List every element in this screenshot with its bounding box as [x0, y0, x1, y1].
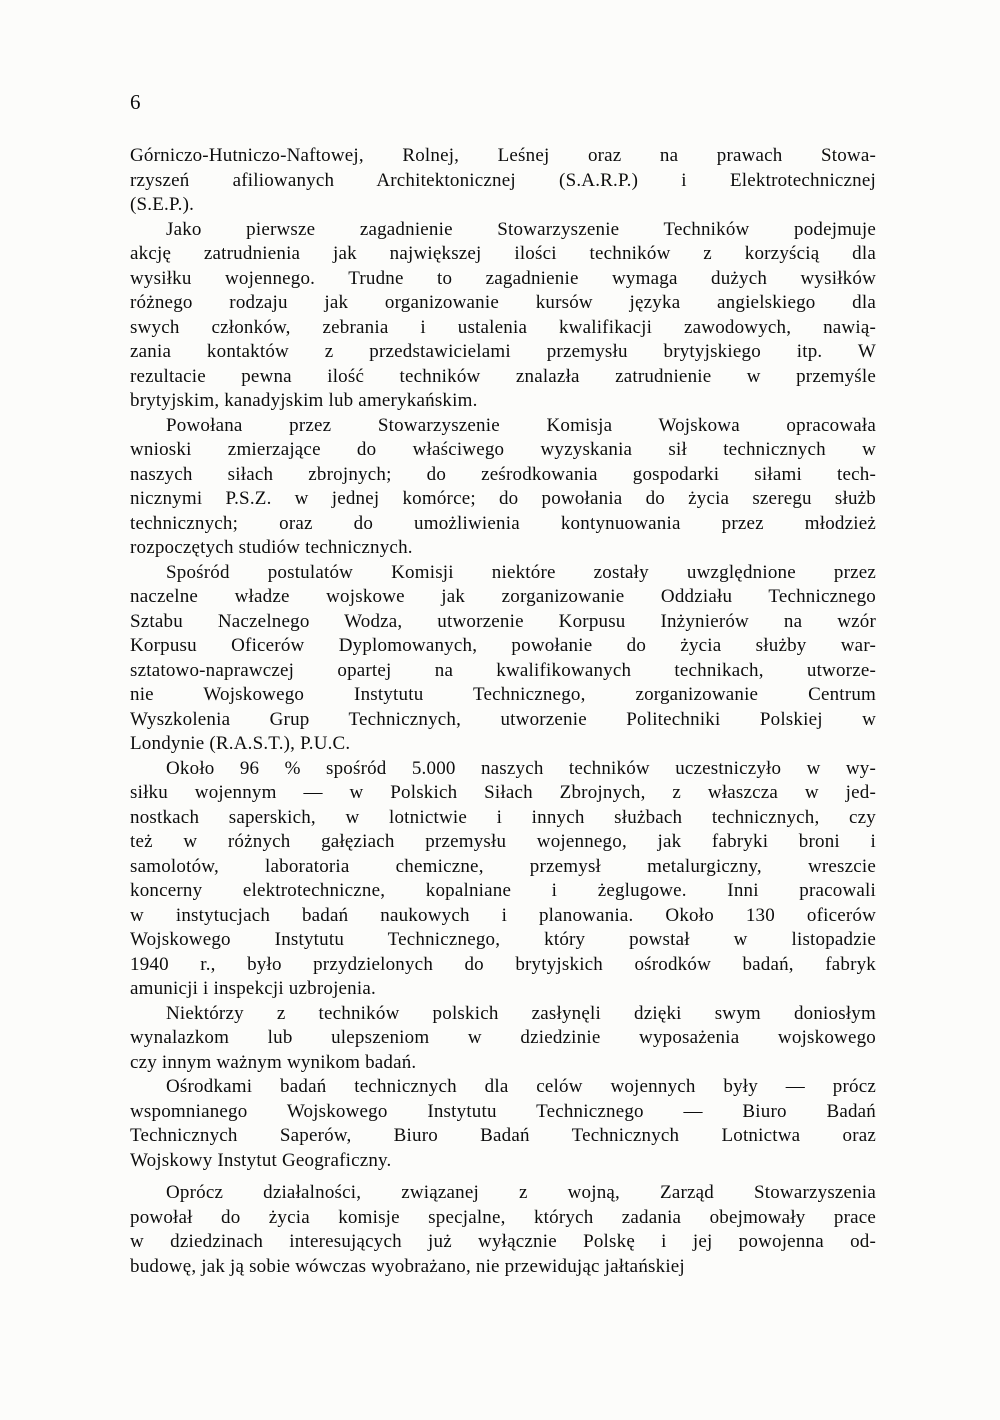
text-line: koncerny elektrotechniczne, kopalniane i żeglugowe. Inni pracowali [130, 880, 876, 901]
paragraph [130, 1181, 876, 1279]
text-line: wynalazkom lub ulepszeniom w dziedzinie wyposażenia wojskowego [130, 1027, 876, 1048]
text-line: powołał do życia komisje specjalne, których zadania obejmowały prace [130, 1206, 876, 1228]
text-line: Wojskowy Instytut Geograficzny. [130, 1149, 392, 1171]
text-line: rezultacie pewna ilość techników znalazła zatrudnienie w przemyśle [130, 365, 876, 387]
text-line: sztatowo-naprawczej opartej na kwalifikowanych technikach, utworze- [130, 659, 876, 681]
text-line: wnioski zmierzające do właściwego wyzyskania sił technicznych w [130, 439, 876, 460]
text-line: budowę, jak ją sobie wówczas wyobrażano, nie przewidując jałtańskiej [130, 1255, 685, 1277]
paragraph [130, 414, 876, 561]
text-line: swych członków, zebrania i ustalenia kwalifikacji zawodowych, nawią- [130, 316, 876, 338]
text-line: technicznych; oraz do umożliwienia kontynuowania przez młodzież [130, 512, 876, 534]
text-line: naczelne władze wojskowe jak zorganizowanie Oddziału Technicznego [130, 586, 876, 607]
text-line: (S.E.P.). [130, 194, 195, 215]
text-line: Oprócz działalności, związanej z wojną, Zarząd Stowarzyszenia [166, 1182, 876, 1203]
text-line: nicznymi P.S.Z. w jednej komórce; do powołania do życia szeregu służb [130, 488, 876, 509]
text-line: nostkach saperskich, w lotnictwie i innych służbach technicznych, czy [130, 806, 876, 828]
text-line: wysiłku wojennego. Trudne to zagadnienie wymaga dużych wysiłków [130, 267, 876, 289]
text-line: nie Wojskowego Instytutu Technicznego, zorganizowanie Centrum [130, 684, 876, 705]
text-line: Jako pierwsze zagadnienie Stowarzyszenie Techników podejmuje [166, 218, 876, 240]
text-line: brytyjskim, kanadyjskim lub amerykańskim. [130, 390, 478, 411]
page-number: 6 [130, 90, 141, 114]
text-line: Powołana przez Stowarzyszenie Komisja Wojskowa opracowała [166, 414, 876, 436]
paragraph [130, 1002, 876, 1076]
text-line: też w różnych gałęziach przemysłu wojennego, jak fabryki broni i [130, 831, 876, 852]
paragraph [130, 561, 876, 757]
text-line: siłku wojennym — w Polskich Siłach Zbrojnych, z właszcza w jed- [130, 782, 876, 803]
text-line: Górniczo-Hutniczo-Naftowej, Rolnej, Leśnej oraz na prawach Stowa- [130, 145, 876, 166]
text-line: Korpusu Oficerów Dyplomowanych, powołanie do życia służby war- [130, 635, 876, 656]
text-line: 1940 r., było przydzielonych do brytyjskich ośrodków badań, fabryk [130, 953, 876, 975]
text-line: naszych siłach zbrojnych; do ześrodkowania gospodarki siłami tech- [130, 463, 876, 485]
text-line: samolotów, laboratoria chemiczne, przemysł metalurgiczny, wreszcie [130, 855, 876, 877]
text-line: różnego rodzaju jak organizowanie kursów języka angielskiego dla [130, 292, 876, 313]
paragraph [130, 1075, 876, 1173]
text-line: Ośrodkami badań technicznych dla celów wojennych były — prócz [166, 1076, 876, 1097]
text-line: Londynie (R.A.S.T.), P.U.C. [130, 733, 351, 754]
text-line: Technicznych Saperów, Biuro Badań Technicznych Lotnictwa oraz [130, 1125, 876, 1146]
text-line: Niektórzy z techników polskich zasłynęli dzięki swym doniosłym [166, 1002, 876, 1024]
text-line: akcję zatrudnienia jak największej ilości techników z korzyścią dla [130, 243, 876, 264]
body-text [130, 144, 876, 1279]
text-line: Sztabu Naczelnego Wodza, utworzenie Korpusu Inżynierów na wzór [130, 610, 876, 632]
text-line: Około 96 % spośród 5.000 naszych techników uczestniczyło w wy- [166, 757, 876, 779]
text-line: Spośród postulatów Komisji niektóre zostały uwzględnione przez [166, 561, 876, 583]
paragraph [130, 144, 876, 218]
text-line: w instytucjach badań naukowych i planowania. Około 130 oficerów [130, 904, 876, 926]
text-line: amunicji i inspekcji uzbrojenia. [130, 978, 376, 999]
paragraph [130, 757, 876, 1002]
text-line: w dziedzinach interesujących już wyłącznie Polskę i jej powojenna od- [130, 1231, 876, 1252]
paragraph [130, 218, 876, 414]
text-line: wspomnianego Wojskowego Instytutu Technicznego — Biuro Badań [130, 1100, 876, 1122]
text-line: zania kontaktów z przedstawicielami przemysłu brytyjskiego itp. W [130, 341, 876, 362]
text-line: rozpoczętych studiów technicznych. [130, 537, 413, 558]
text-line: rzyszeń afiliowanych Architektonicznej (S.A.R.P.) i Elektrotechnicznej [130, 169, 876, 191]
text-line: Wojskowego Instytutu Technicznego, który powstał w listopadzie [130, 929, 876, 950]
text-line: czy innym ważnym wynikom badań. [130, 1051, 417, 1073]
text-line: Wyszkolenia Grup Technicznych, utworzenie Politechniki Polskiej w [130, 708, 876, 730]
